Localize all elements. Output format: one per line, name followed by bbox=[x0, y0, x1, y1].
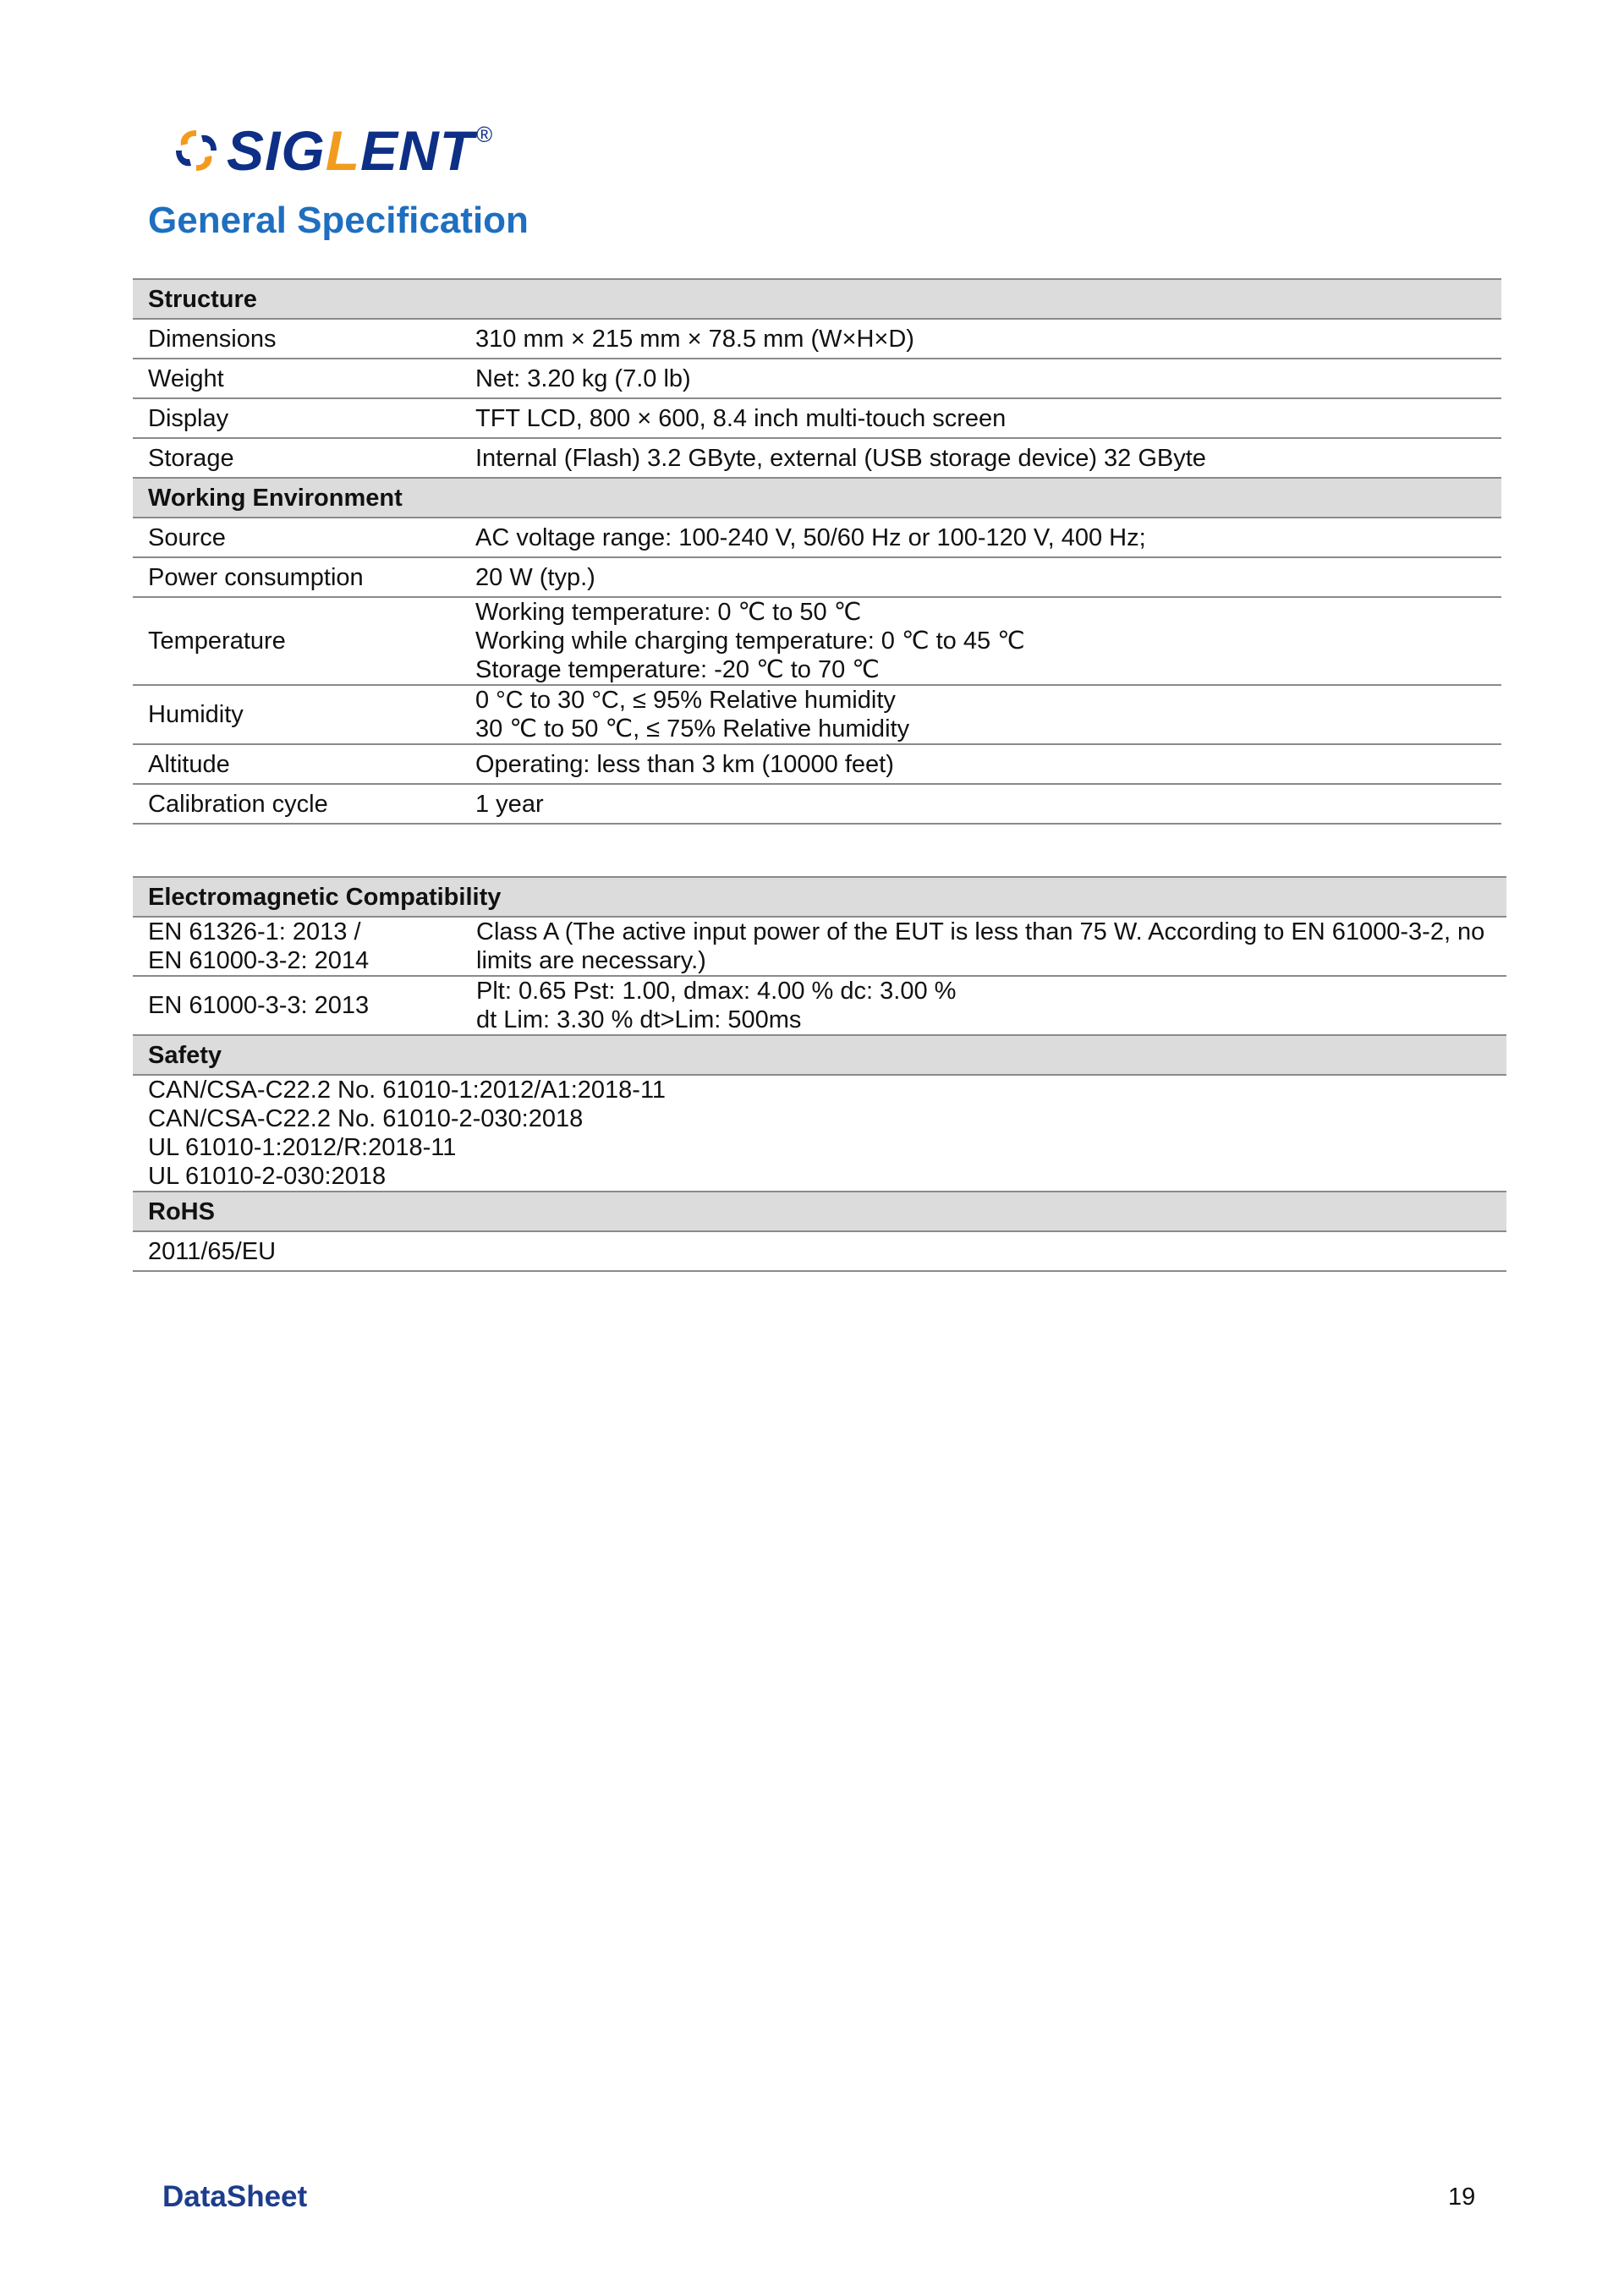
safety-standard: UL 61010-1:2012/R:2018-11 bbox=[148, 1134, 457, 1161]
spec-row bbox=[133, 1231, 1506, 1271]
section-title: Electromagnetic Compatibility bbox=[133, 877, 1506, 917]
spec-label: Temperature bbox=[133, 597, 458, 685]
spec-row bbox=[133, 1075, 1506, 1192]
spec-value-line: Storage temperature: -20 ℃ to 70 ℃ bbox=[475, 656, 880, 683]
siglent-logo bbox=[171, 119, 493, 182]
spec-value-line: Working temperature: 0 ℃ to 50 ℃ bbox=[475, 599, 862, 626]
spec-value: Internal (Flash) 3.2 GByte, external (USB storage device) 32 GByte bbox=[458, 438, 1501, 478]
spec-label: Display bbox=[133, 398, 458, 438]
section-title: Safety bbox=[133, 1035, 1506, 1075]
spec-value: 20 W (typ.) bbox=[458, 557, 1501, 597]
footer-doc-type: DataSheet bbox=[162, 2180, 308, 2213]
general-spec-table bbox=[133, 278, 1501, 825]
page-number: 19 bbox=[1448, 2184, 1476, 2211]
spec-row bbox=[133, 319, 1501, 359]
spec-row bbox=[133, 398, 1501, 438]
spec-label: Altitude bbox=[133, 744, 458, 784]
spec-value bbox=[459, 917, 1506, 976]
section-header-row bbox=[133, 1035, 1506, 1075]
spec-value-line: Class A (The active input power of the EUT is less than 75 W. According to EN 61000-3-2, no bbox=[476, 918, 1485, 945]
rohs-value: 2011/65/EU bbox=[133, 1231, 1506, 1271]
spec-value-line: Working while charging temperature: 0 ℃ to 45 ℃ bbox=[475, 627, 1025, 655]
logo-wordmark: SIGLENT bbox=[227, 119, 475, 182]
spec-row bbox=[133, 518, 1501, 557]
spec-value: AC voltage range: 100-240 V, 50/60 Hz or 100-120 V, 400 Hz; bbox=[458, 518, 1501, 557]
spec-value-line: limits are necessary.) bbox=[476, 947, 706, 974]
spec-value: TFT LCD, 800 × 600, 8.4 inch multi-touch screen bbox=[458, 398, 1501, 438]
page-title: General Specification bbox=[148, 200, 529, 241]
spec-value-line: 0 °C to 30 °C, ≤ 95% Relative humidity bbox=[475, 687, 896, 714]
spec-row bbox=[133, 744, 1501, 784]
spec-row bbox=[133, 438, 1501, 478]
section-header-row bbox=[133, 478, 1501, 518]
spec-label: EN 61000-3-3: 2013 bbox=[133, 976, 459, 1035]
spec-row bbox=[133, 359, 1501, 398]
safety-standards bbox=[133, 1075, 1506, 1192]
spec-label: Humidity bbox=[133, 685, 458, 744]
spec-label: Calibration cycle bbox=[133, 784, 458, 824]
safety-standard: CAN/CSA-C22.2 No. 61010-1:2012/A1:2018-11 bbox=[148, 1077, 667, 1104]
section-title: Working Environment bbox=[133, 478, 1501, 518]
spec-value: Operating: less than 3 km (10000 feet) bbox=[458, 744, 1501, 784]
spec-value-line: 30 ℃ to 50 ℃, ≤ 75% Relative humidity bbox=[475, 715, 910, 743]
spec-row bbox=[133, 976, 1506, 1035]
spec-row bbox=[133, 685, 1501, 744]
spec-label bbox=[133, 917, 459, 976]
spec-row bbox=[133, 917, 1506, 976]
spec-value bbox=[459, 976, 1506, 1035]
safety-standard: UL 61010-2-030:2018 bbox=[148, 1163, 387, 1190]
spec-value: Net: 3.20 kg (7.0 lb) bbox=[458, 359, 1501, 398]
spec-label-line: EN 61000-3-2: 2014 bbox=[148, 947, 370, 974]
compliance-table bbox=[133, 876, 1506, 1272]
spec-value-line: Plt: 0.65 Pst: 1.00, dmax: 4.00 % dc: 3.00 % bbox=[476, 978, 957, 1005]
section-header-row bbox=[133, 279, 1501, 319]
spec-row bbox=[133, 557, 1501, 597]
spec-value-line: dt Lim: 3.30 % dt>Lim: 500ms bbox=[476, 1006, 802, 1033]
section-title: RoHS bbox=[133, 1192, 1506, 1231]
spec-value bbox=[458, 597, 1501, 685]
spec-value bbox=[458, 685, 1501, 744]
spec-label-line: EN 61326-1: 2013 / bbox=[148, 918, 361, 945]
spec-value: 310 mm × 215 mm × 78.5 mm (W×H×D) bbox=[458, 319, 1501, 359]
safety-standard: CAN/CSA-C22.2 No. 61010-2-030:2018 bbox=[148, 1105, 584, 1132]
siglent-swirl-icon bbox=[171, 125, 222, 176]
section-header-row bbox=[133, 877, 1506, 917]
section-header-row bbox=[133, 1192, 1506, 1231]
spec-value: 1 year bbox=[458, 784, 1501, 824]
spec-label: Dimensions bbox=[133, 319, 458, 359]
spec-label: Storage bbox=[133, 438, 458, 478]
section-title: Structure bbox=[133, 279, 1501, 319]
spec-label: Source bbox=[133, 518, 458, 557]
spec-label: Power consumption bbox=[133, 557, 458, 597]
spec-row bbox=[133, 784, 1501, 824]
spec-label: Weight bbox=[133, 359, 458, 398]
spec-row bbox=[133, 597, 1501, 685]
registered-mark: ® bbox=[476, 122, 493, 147]
